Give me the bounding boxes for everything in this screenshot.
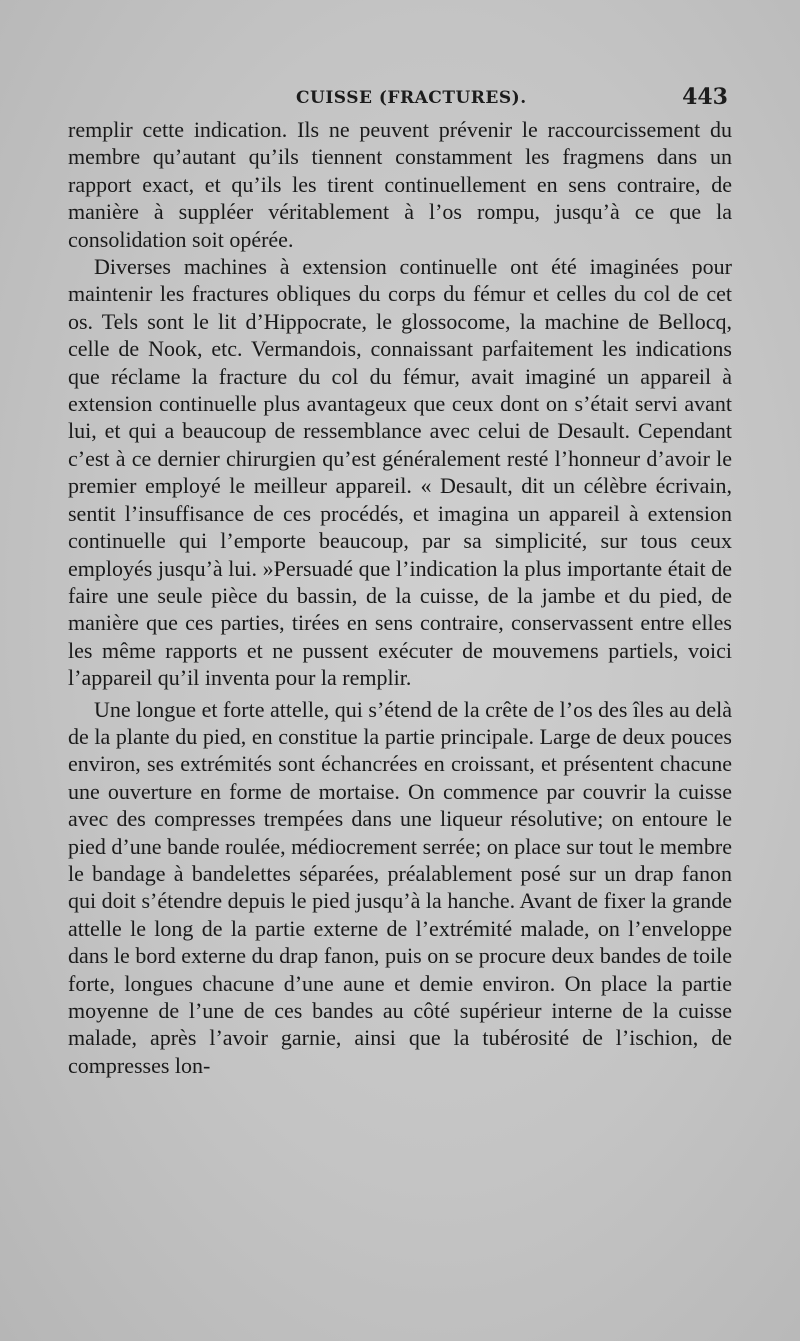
page-header: [68, 84, 732, 114]
page-number: 443: [682, 84, 728, 110]
paragraph-2: Diverses machines à extension continuelle ont été imaginées pour maintenir les fractures obliques du corps du fémur et celles du col de cet os. Tels sont le lit d’Hippocrate, le glossocome, la machine de Bellocq, celle de Nook, etc. Vermandois, connaissant parfaitement les indications que réclame la fracture du col du fémur, avait imaginé un appareil à extension continuelle plus avantageux que ceux dont on s’était servi avant lui, et qui a beaucoup de ressemblance avec celui de Desault. Cependant c’est à ce dernier chirurgien qu’est généralement resté l’honneur d’avoir le premier employé le meilleur appareil. « Desault, dit un célèbre écrivain, sentit l’insuffisance de ces procédés, et imagina un appareil à extension continuelle qui l’emporte beaucoup, par sa simplicité, sur tous ceux employés jusqu’à lui. »Persuadé que l’indication la plus importante était de faire une seule pièce du bassin, de la cuisse, de la jambe et du pied, de manière que ces parties, tirées en sens contraire, conservassent entre elles les même rapports et ne pussent exécuter de mouvemens partiels, voici l’appareil qu’il inventa pour la remplir.: [68, 254, 732, 691]
body-text: [68, 116, 732, 1079]
paragraph-1: remplir cette indication. Ils ne peuvent prévenir le raccourcissement du membre qu’autant qu’ils tiennent constamment les fragmens dans un rapport exact, et qu’ils les tirent continuellement en sens contraire, de manière à suppléer véritablement à l’os rompu, jusqu’à ce que la consolidation soit opérée.: [68, 117, 732, 252]
paragraph-3: Une longue et forte attelle, qui s’étend de la crête de l’os des îles au delà de la plante du pied, en constitue la partie principale. Large de deux pouces environ, ses extrémités sont échancrées en croissant, et présentent chacune une ouverture en forme de mortaise. On commence par couvrir la cuisse avec des compresses trempées dans une liqueur résolutive; on entoure le pied d’une bande roulée, médiocrement serrée; on place sur tout le membre le bandage à bandelettes séparées, préalablement posé sur un drap fanon qui doit s’étendre depuis le pied jusqu’à la hanche. Avant de fixer la grande attelle le long de la partie externe de l’extrémité malade, on l’enveloppe dans le bord externe du drap fanon, puis on se procure deux bandes de toile forte, longues chacune d’une aune et demie environ. On place la partie moyenne de l’une de ces bandes au côté supérieur interne de la cuisse malade, après l’avoir garnie, ainsi que la tubérosité de l’ischion, de compresses lon-: [68, 696, 732, 1078]
running-head: CUISSE (FRACTURES).: [296, 88, 527, 108]
